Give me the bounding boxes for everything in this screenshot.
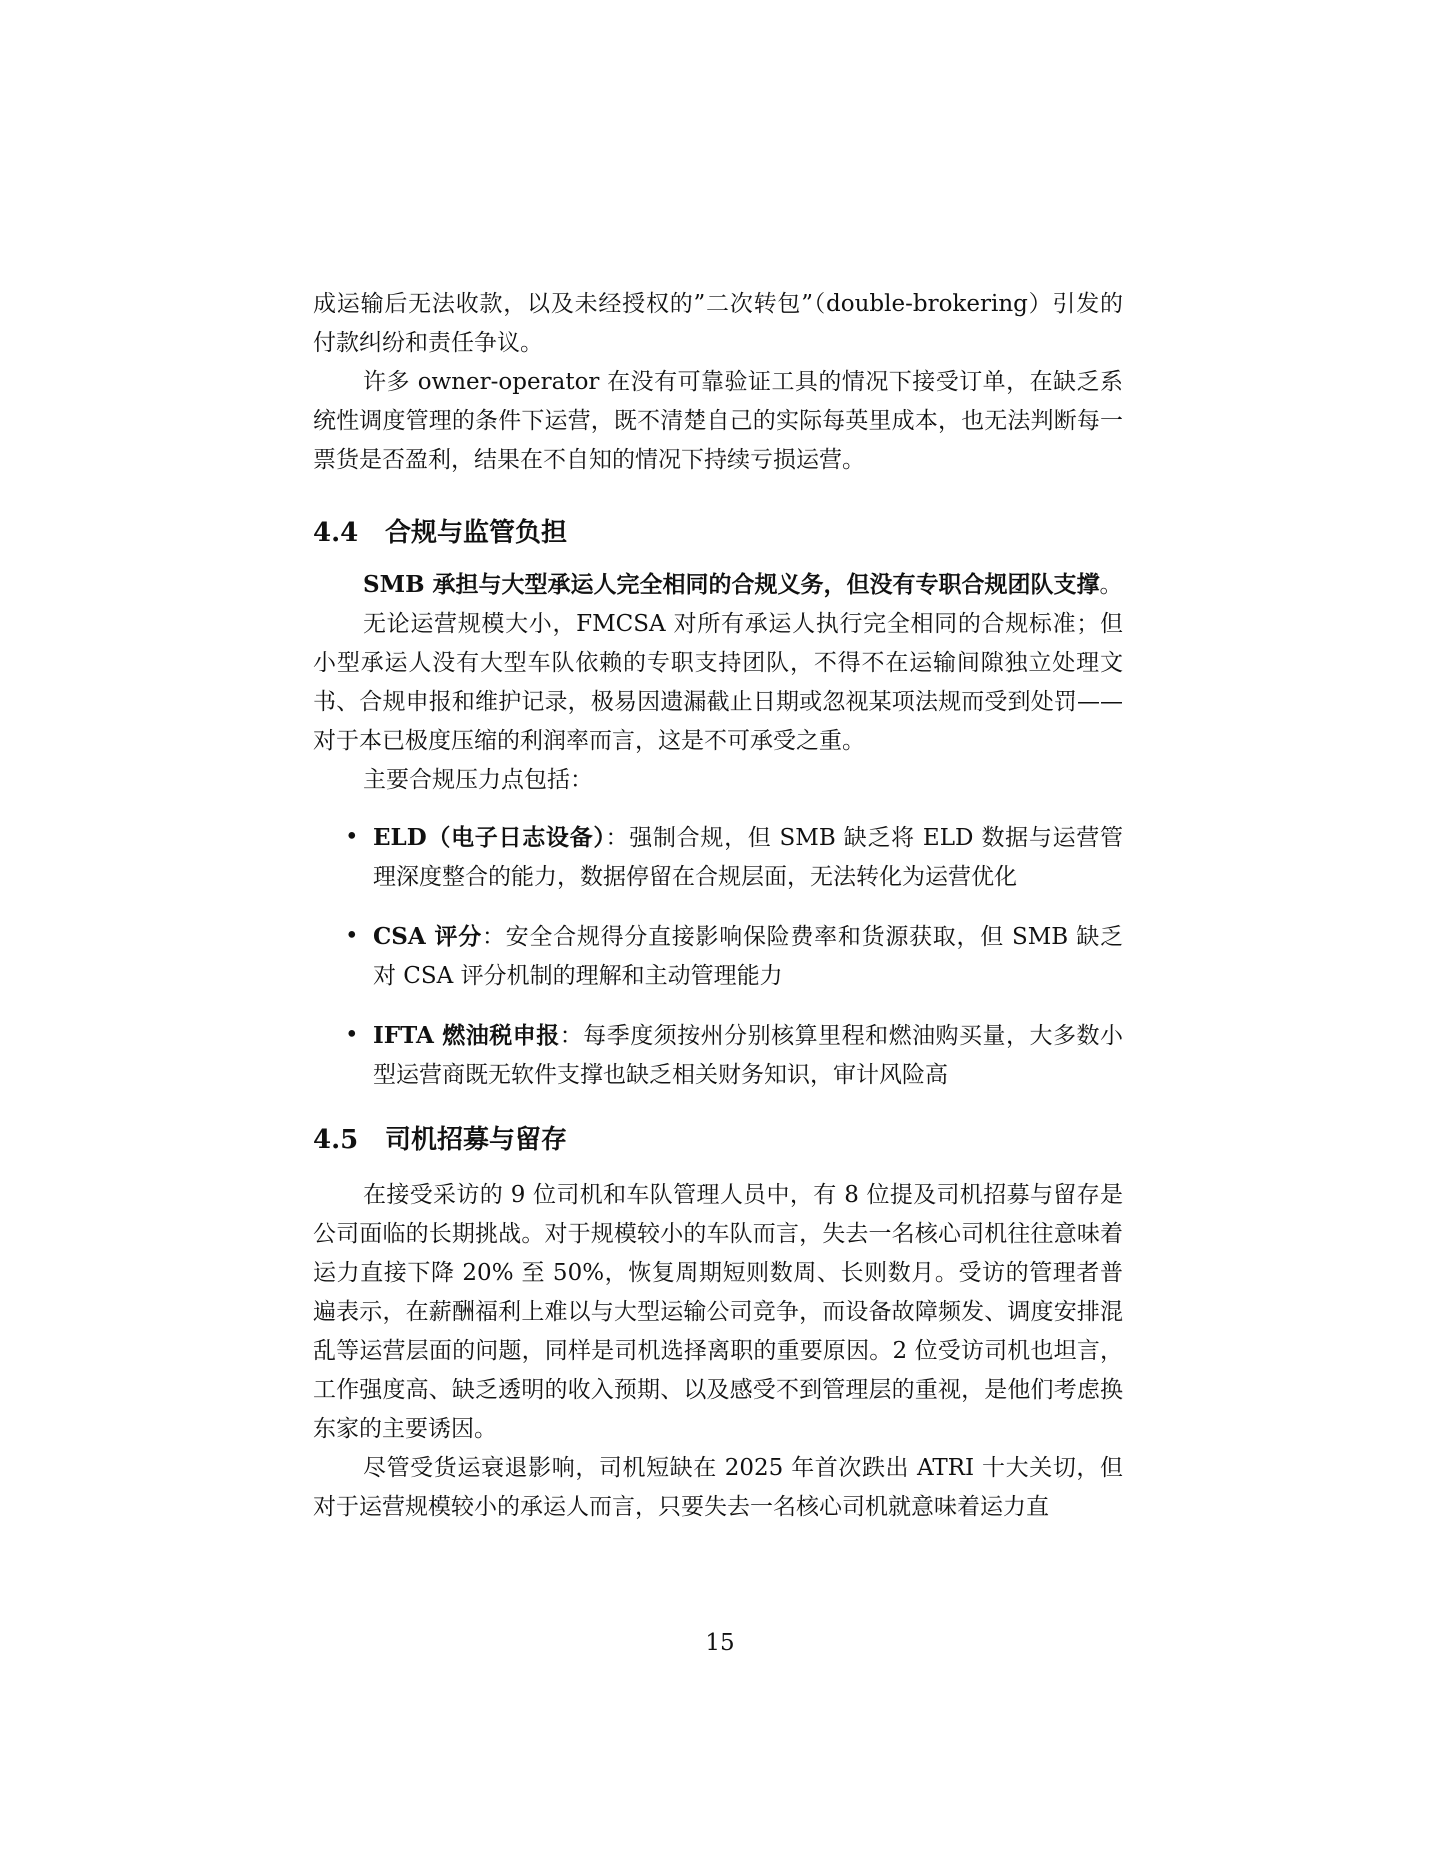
section-4-4-lead-bold: SMB 承担与大型承运人完全相同的合规义务，但没有专职合规团队支撑 — [363, 571, 1100, 598]
list-item — [313, 917, 1123, 996]
list-item-text: ：每季度须按州分别核算里程和燃油购买量，大多数小型运营商既无软件支撑也缺乏相关财务知识，审计风险高 — [373, 1023, 1123, 1088]
continuation-paragraph: 成运输后无法收款，以及未经授权的”二次转包”（double-brokering）引发的付款纠纷和责任争议。 — [313, 291, 1123, 356]
list-item — [313, 1016, 1123, 1095]
section-4-4-lead — [313, 565, 1123, 605]
list-item — [313, 818, 1123, 897]
section-4-5-title: 司机招募与留存 — [385, 1125, 568, 1155]
section-4-4-heading — [313, 514, 1123, 553]
compliance-pressure-list — [313, 818, 1123, 1095]
owner-operator-paragraph: 许多 owner-operator 在没有可靠验证工具的情况下接受订单，在缺乏系统性调度管理的条件下运营，既不清楚自己的实际每英里成本，也无法判断每一票货是否盈利，结果在不自知的情况下持续亏损运营。 — [313, 369, 1123, 473]
section-4-4-paragraph: 无论运营规模大小，FMCSA 对所有承运人执行完全相同的合规标准；但小型承运人没有大型车队依赖的专职支持团队，不得不在运输间隙独立处理文书、合规申报和维护记录，极易因遗漏截止日期或忽视某项法规而受到处罚——对于本已极度压缩的利润率而言，这是不可承受之重。 — [313, 611, 1123, 754]
bullet-icon: • — [345, 1022, 359, 1048]
list-item-term: CSA 评分 — [373, 923, 482, 950]
list-item-term: IFTA 燃油税申报 — [373, 1022, 560, 1049]
section-4-5-paragraph-1: 在接受采访的 9 位司机和车队管理人员中，有 8 位提及司机招募与留存是公司面临的长期挑战。对于规模较小的车队而言，失去一名核心司机往往意味着运力直接下降 20% 至 50%，恢复周期短则数周、长则数月。受访的管理者普遍表示，在薪酬福利上难以与大型运输公司竞争，而设备故障频发、调度安排混乱等运营层面的问题，同样是司机选择离职的重要原因。2 位受访司机也坦言，工作强度高、缺乏透明的收入预期、以及感受不到管理层的重视，是他们考虑换东家的主要诱因。 — [313, 1182, 1123, 1442]
list-item-text: ：强制合规，但 SMB 缺乏将 ELD 数据与运营管理深度整合的能力，数据停留在合规层面，无法转化为运营优化 — [373, 825, 1123, 890]
bullet-icon: • — [345, 824, 359, 850]
section-4-5-paragraph-2: 尽管受货运衰退影响，司机短缺在 2025 年首次跌出 ATRI 十大关切，但对于运营规模较小的承运人而言，只要失去一名核心司机就意味着运力直 — [313, 1455, 1123, 1520]
section-4-4-lead-tail: 。 — [1099, 572, 1123, 598]
section-4-4-number: 4.4 — [313, 518, 359, 548]
section-4-4-title: 合规与监管负担 — [385, 518, 568, 548]
section-4-5-heading — [313, 1121, 1123, 1160]
bullet-icon: • — [345, 923, 359, 949]
list-item-text: ：安全合规得分直接影响保险费率和货源获取，但 SMB 缺乏对 CSA 评分机制的理解和主动管理能力 — [373, 924, 1123, 989]
section-4-5-number: 4.5 — [313, 1125, 359, 1155]
document-page — [313, 285, 1123, 1527]
section-4-4-list-intro: 主要合规压力点包括： — [363, 767, 593, 793]
list-item-term: ELD（电子日志设备） — [373, 824, 606, 851]
page-number: 15 — [705, 1630, 735, 1656]
